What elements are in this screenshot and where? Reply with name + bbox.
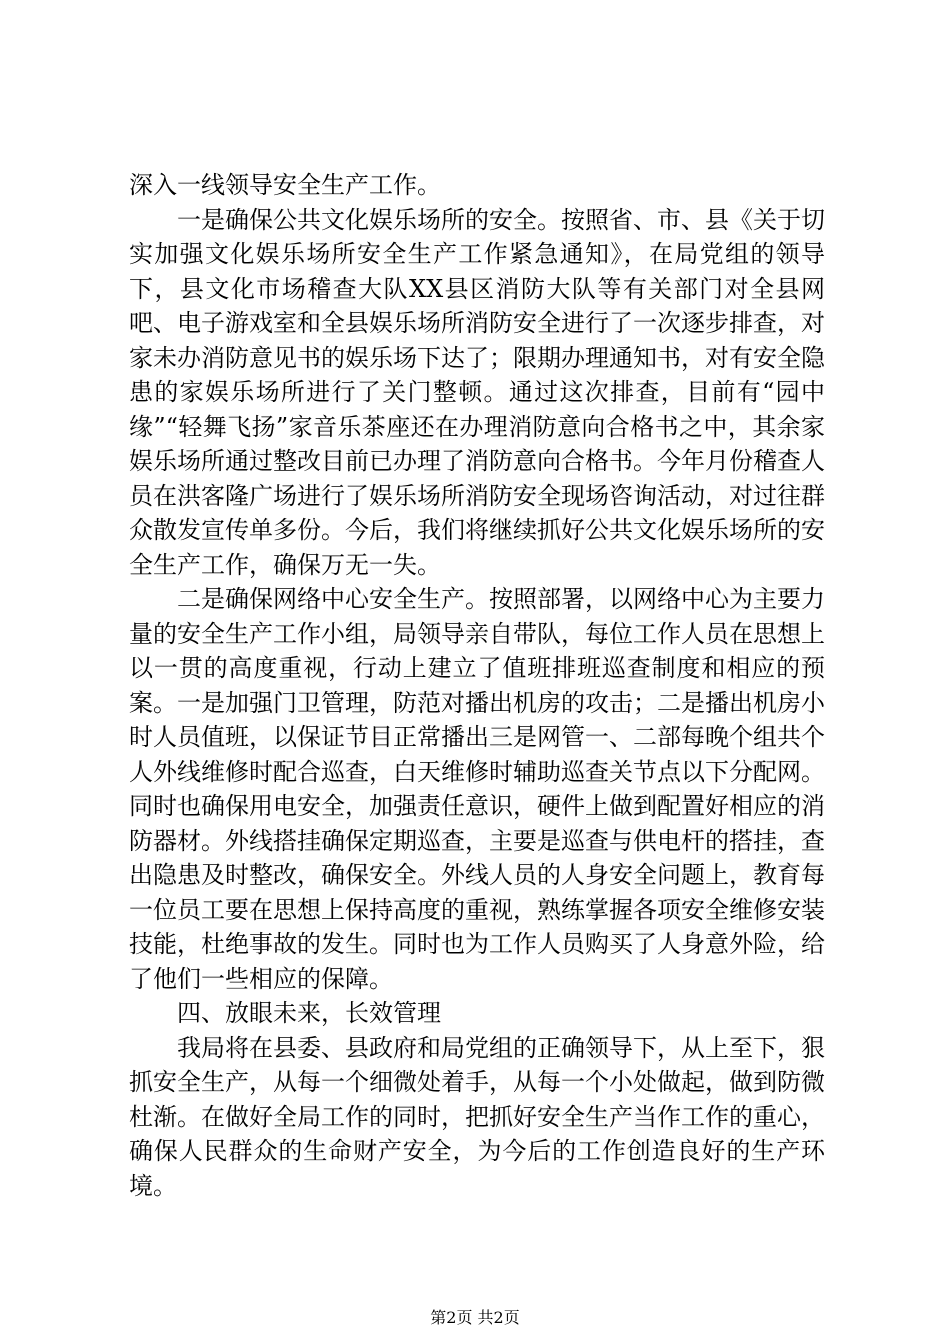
paragraph-conclusion: 我局将在县委、县政府和局党组的正确领导下，从上至下，狠抓安全生产，从每一个细微处着手，从每一个小处做起，做到防微杜渐。在做好全局工作的同时，把抓好安全生产当作工作的重心，确保人民群众的生命财产安全，为今后的工作创造良好的生产环境。 <box>129 1033 825 1200</box>
page-number: 第2页 共2页 <box>430 1308 520 1327</box>
section-heading-future: 四、放眼未来，长效管理 <box>177 999 441 1027</box>
paragraph-public-venues: 一是确保公共文化娱乐场所的安全。按照省、市、县《关于切实加强文化娱乐场所安全生产工作紧急通知》，在局党组的领导下，县文化市场稽查大队XX县区消防大队等有关部门对全县网吧、电子游戏室和全县娱乐场所消防安全进行了一次逐步排查，对家未办消防意见书的娱乐场下达了；限期办理通知书，对有安全隐患的家娱乐场所进行了关门整顿。通过这次排查，目前有“园中缘”“轻舞飞扬”家音乐茶座还在办理消防意向合格书之中，其余家娱乐场所通过整改目前已办理了消防意向合格书。今年月份稽查人员在洪客隆广场进行了娱乐场所消防安全现场咨询活动，对过往群众散发宣传单多份。今后，我们将继续抓好公共文化娱乐场所的安全生产工作，确保万无一失。 <box>129 205 825 579</box>
paragraph-continuation: 深入一线领导安全生产工作。 <box>129 171 441 199</box>
document-body <box>129 168 825 1203</box>
paragraph-network-center: 二是确保网络中心安全生产。按照部署，以网络中心为主要力量的安全生产工作小组，局领导亲自带队，每位工作人员在思想上以一贯的高度重视，行动上建立了值班排班巡查制度和相应的预案。一是加强门卫管理，防范对播出机房的攻击；二是播出机房小时人员值班，以保证节目正常播出三是网管一、二部每晚个组共个人外线维修时配合巡查，白天维修时辅助巡查关节点以下分配网。同时也确保用电安全，加强责任意识，硬件上做到配置好相应的消防器材。外线搭挂确保定期巡查，主要是巡查与供电杆的搭挂，查出隐患及时整改，确保安全。外线人员的人身安全问题上，教育每一位员工要在思想上保持高度的重视，熟练掌握各项安全维修安装技能，杜绝事故的发生。同时也为工作人员购买了人身意外险，给了他们一些相应的保障。 <box>129 585 825 993</box>
